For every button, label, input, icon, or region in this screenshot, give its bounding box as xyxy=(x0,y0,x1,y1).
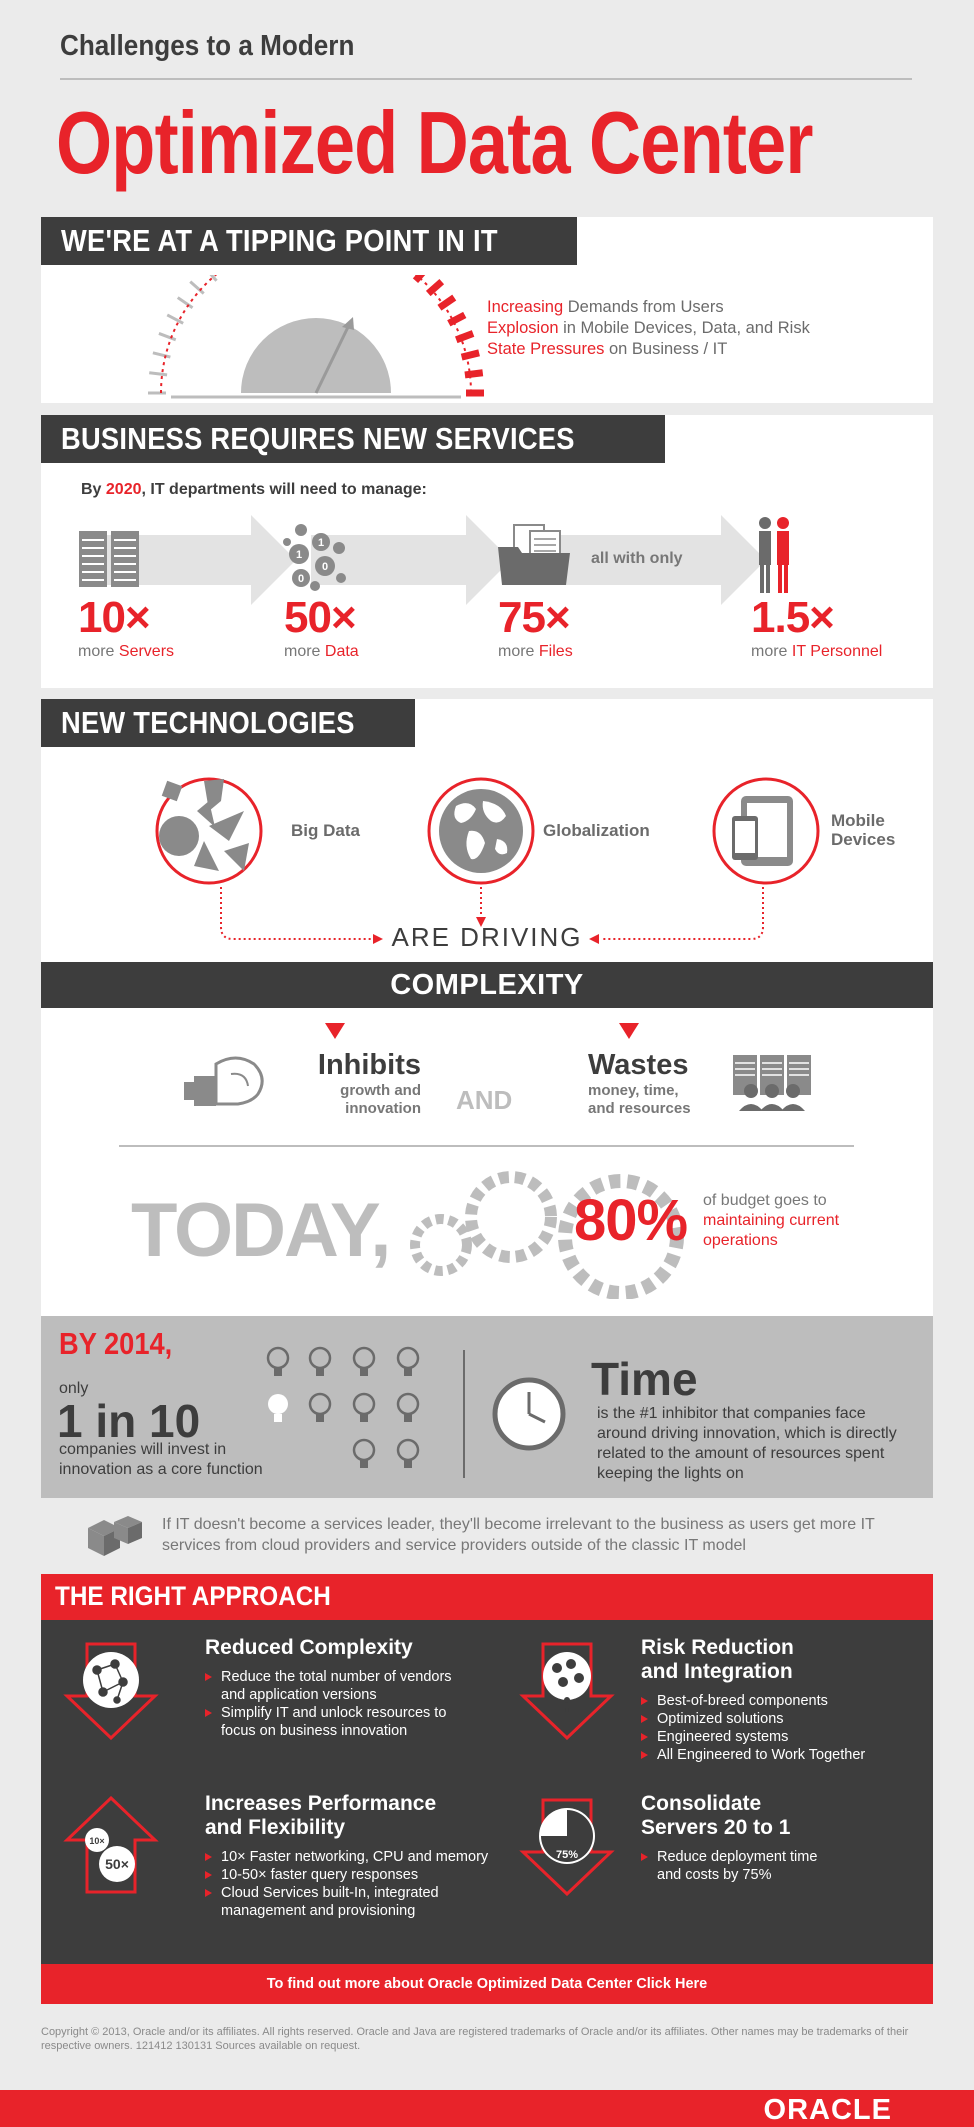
clock-icon xyxy=(491,1376,567,1452)
performance-up-arrow-icon xyxy=(63,1796,159,1896)
icon-label-10x: 10× xyxy=(89,1836,105,1846)
big-data-icon xyxy=(149,771,269,891)
ratio-desc: companies will invest in innovation as a core function xyxy=(59,1441,263,1478)
stat-files xyxy=(498,593,573,661)
tech-heading: NEW TECHNOLOGIES xyxy=(41,699,415,747)
footer-bar xyxy=(0,2090,974,2127)
stat-label: more Files xyxy=(498,643,573,660)
bullet: Reduce the total number of vendors and application versions xyxy=(205,1668,475,1704)
gauge-tick xyxy=(159,333,176,339)
tipping-line-2: Explosion in Mobile Devices, Data, and Risk xyxy=(487,319,810,337)
stat-label: more Servers xyxy=(78,643,175,660)
bullet: 10× Faster networking, CPU and memory xyxy=(205,1848,505,1866)
stat-value: 50× xyxy=(284,593,356,642)
approach-title-3: Increases Performance and Flexibility xyxy=(205,1792,437,1839)
data-down-arrow-icon xyxy=(519,1640,615,1740)
inhibits: Inhibits xyxy=(317,1049,421,1081)
approach-title-2: Risk Reduction and Integration xyxy=(641,1636,794,1683)
down-arrow-left xyxy=(325,1023,345,1039)
bullet: Optimized solutions xyxy=(641,1710,911,1728)
tipping-panel xyxy=(41,217,933,403)
gauge-tick xyxy=(190,282,203,294)
complexity-bar xyxy=(41,962,933,1008)
cubes-icon xyxy=(80,1512,144,1560)
bullet: Engineered systems xyxy=(641,1728,911,1746)
tipping-line-3: State Pressures on Business / IT xyxy=(487,340,728,358)
by2014-panel xyxy=(41,1316,933,1498)
stat-value: 75× xyxy=(498,593,570,642)
gauge-tick xyxy=(178,298,193,308)
by2014-divider xyxy=(463,1350,465,1478)
page-title: Optimized Data Center xyxy=(56,93,813,192)
tipping-heading: WE'RE AT A TIPPING POINT IN IT xyxy=(41,217,577,265)
by2014-title: BY 2014, xyxy=(59,1326,173,1361)
tech-divider xyxy=(119,1145,854,1147)
stat-value: 10× xyxy=(78,593,150,642)
svg-text:1: 1 xyxy=(295,549,303,561)
approach-list-3 xyxy=(205,1848,505,1920)
oracle-logo[interactable]: ORACLE xyxy=(763,2094,892,2126)
svg-text:1: 1 xyxy=(317,537,325,549)
lightbulbs-grid-icon xyxy=(266,1346,466,1486)
complexity-label: COMPLEXITY xyxy=(390,969,584,1001)
bullet: Best-of-breed components xyxy=(641,1692,911,1710)
time-title: Time xyxy=(591,1353,698,1405)
wastes-sub: money, time, and resources xyxy=(588,1082,691,1117)
tech-panel xyxy=(41,699,933,1316)
all-with-only: all with only xyxy=(591,550,683,567)
today-label: TODAY, xyxy=(131,1188,390,1273)
personnel-icon xyxy=(751,515,801,595)
approach-list-4 xyxy=(641,1848,911,1884)
network-down-arrow-icon xyxy=(63,1640,159,1740)
approach-title-4: Consolidate Servers 20 to 1 xyxy=(641,1792,791,1839)
data-bits-icon xyxy=(281,520,351,592)
servers-icon xyxy=(78,530,140,588)
wastes: Wastes xyxy=(588,1049,689,1081)
svg-text:0: 0 xyxy=(297,573,305,585)
tablet-phone-icon xyxy=(706,771,826,891)
gauge-tick xyxy=(439,298,454,308)
approach-list-1 xyxy=(205,1668,475,1740)
stat-data xyxy=(284,593,359,661)
gauge-tick xyxy=(149,373,167,375)
gauge-tick xyxy=(456,333,473,339)
down-arrow-right xyxy=(619,1023,639,1039)
tipping-line-1: Increasing Demands from Users xyxy=(487,298,724,316)
stat-label: more Data xyxy=(284,643,359,660)
lightbulb-icon xyxy=(176,1054,271,1114)
consolidate-clock-icon xyxy=(519,1796,615,1896)
stat-value: 1.5× xyxy=(751,593,834,642)
stat-servers xyxy=(78,593,174,661)
gauge-tick xyxy=(153,353,170,357)
cta-label[interactable]: To find out more about Oracle Optimized Data Center Click Here xyxy=(266,1976,708,1992)
services-note: If IT doesn't become a services leader, they'll become irrelevant to the business as users get more IT services from cloud providers and service providers outside of the classic IT model xyxy=(162,1516,875,1554)
approach-heading: THE RIGHT APPROACH xyxy=(55,1581,331,1611)
tech-label-mobile: Mobile Devices xyxy=(831,811,896,849)
approach-list-2 xyxy=(641,1692,911,1764)
icon-label-75: 75% xyxy=(555,1849,579,1861)
and-label: AND xyxy=(456,1085,513,1115)
gauge-icon xyxy=(141,275,491,405)
header-divider xyxy=(60,78,912,80)
svg-text:0: 0 xyxy=(321,561,329,573)
approach-panel xyxy=(41,1574,933,2004)
cta-button[interactable] xyxy=(41,1964,933,2004)
tech-label-big-data: Big Data xyxy=(291,821,360,840)
bullet: 10-50× faster query responses xyxy=(205,1866,505,1884)
business-heading: BUSINESS REQUIRES NEW SERVICES xyxy=(41,415,665,463)
stat-label: more IT Personnel xyxy=(751,643,883,660)
approach-heading-bar xyxy=(41,1574,933,1620)
approach-title-1: Reduced Complexity xyxy=(205,1636,413,1659)
bullet: Reduce deployment time and costs by 75% xyxy=(641,1848,831,1884)
gauge-tick xyxy=(462,353,479,357)
kicker: Challenges to a Modern xyxy=(60,30,355,62)
bullet: All Engineered to Work Together xyxy=(641,1746,911,1764)
flow-arrows xyxy=(81,515,841,605)
tech-label-globalization: Globalization xyxy=(543,821,650,840)
globe-icon xyxy=(421,771,541,891)
percent-80: 80% xyxy=(574,1188,688,1253)
stat-personnel xyxy=(751,593,882,661)
people-servers-icon xyxy=(731,1053,813,1113)
are-driving: ARE DRIVING xyxy=(391,922,583,952)
budget-highlight: maintaining current operations xyxy=(703,1212,840,1249)
budget-pre: of budget goes to xyxy=(703,1192,827,1209)
gauge-tick xyxy=(465,373,483,375)
inhibits-sub: growth and innovation xyxy=(340,1082,421,1117)
folder-files-icon xyxy=(496,523,574,587)
only-label: only xyxy=(59,1380,89,1397)
bullet: Simplify IT and unlock resources to focus on business innovation xyxy=(205,1704,475,1740)
time-desc: is the #1 inhibitor that companies face around driving innovation, which is directly related to the amount of resources spent keeping the lights on xyxy=(597,1405,897,1482)
icon-label-50x: 50× xyxy=(105,1856,129,1872)
business-panel xyxy=(41,415,933,688)
business-intro: By 2020, IT departments will need to manage: xyxy=(81,481,427,498)
copyright: Copyright © 2013, Oracle and/or its affiliates. All rights reserved. Oracle and Java are registered trademarks of Oracle and/or its affiliates. Other names may be trademarks of their respective owners. 121412 130131 Sources available on request. xyxy=(41,2026,909,2052)
ratio-label: 1 in 10 xyxy=(57,1395,201,1447)
bullet: Cloud Services built-In, integrated management and provisioning xyxy=(205,1884,475,1920)
